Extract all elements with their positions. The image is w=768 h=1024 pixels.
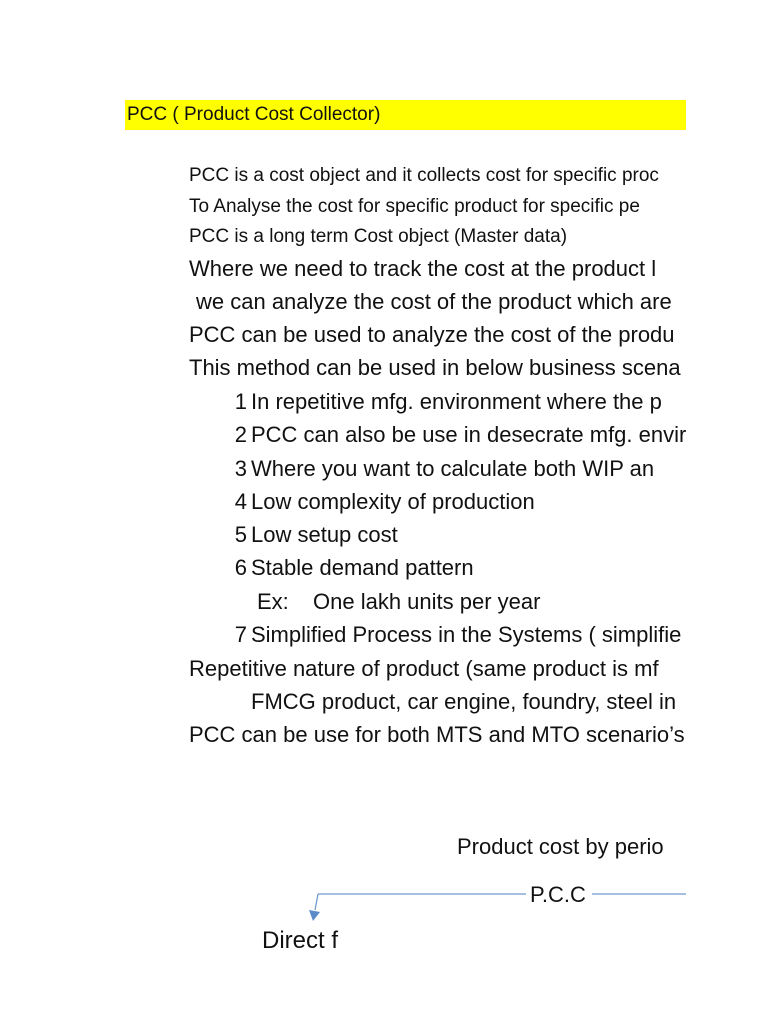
closing-line-2: FMCG product, car engine, foundry, steel in <box>251 689 677 714</box>
example-label: Ex: <box>257 589 289 614</box>
diagram-connectors <box>300 870 686 930</box>
diagram-heading: Product cost by perio <box>457 834 664 859</box>
connector-down-line <box>315 894 318 910</box>
example-text: One lakh units per year <box>313 589 541 614</box>
intro-line-2: To Analyse the cost for specific product for specific pe <box>189 196 640 217</box>
arrowhead-icon <box>309 910 320 921</box>
list-number: 3 <box>234 456 247 481</box>
closing-line-1: Repetitive nature of product (same product is mf <box>189 656 659 681</box>
intro-line-1: PCC is a cost object and it collects cost for specific proc <box>189 165 659 186</box>
page-title: PCC ( Product Cost Collector) <box>125 100 686 130</box>
list-item: In repetitive mfg. environment where the p <box>251 389 662 414</box>
diagram-center-label: P.C.C <box>530 882 586 907</box>
list-item: PCC can also be use in desecrate mfg. envir <box>251 422 687 447</box>
list-number: 6 <box>234 555 247 580</box>
body-line-1: Where we need to track the cost at the product l <box>189 256 657 281</box>
list-number: 7 <box>234 622 247 647</box>
body-line-3: PCC can be used to analyze the cost of the produ <box>189 322 675 347</box>
list-item: Stable demand pattern <box>251 555 474 580</box>
list-number: 2 <box>234 422 247 447</box>
list-number: 5 <box>234 522 247 547</box>
diagram-bottom-partial: Direct f <box>262 927 339 954</box>
closing-line-3: PCC can be use for both MTS and MTO scenario’s <box>189 722 685 747</box>
list-item: Low setup cost <box>251 522 398 547</box>
list-item: Simplified Process in the Systems ( simplifie <box>251 622 682 647</box>
body-line-4: This method can be used in below business scena <box>189 355 681 380</box>
list-number: 4 <box>234 489 247 514</box>
list-item: Low complexity of production <box>251 489 535 514</box>
intro-line-3: PCC is a long term Cost object (Master data) <box>189 226 568 247</box>
body-line-2: we can analyze the cost of the product which are <box>196 289 672 314</box>
list-number: 1 <box>234 389 247 414</box>
list-item: Where you want to calculate both WIP an <box>251 456 655 481</box>
